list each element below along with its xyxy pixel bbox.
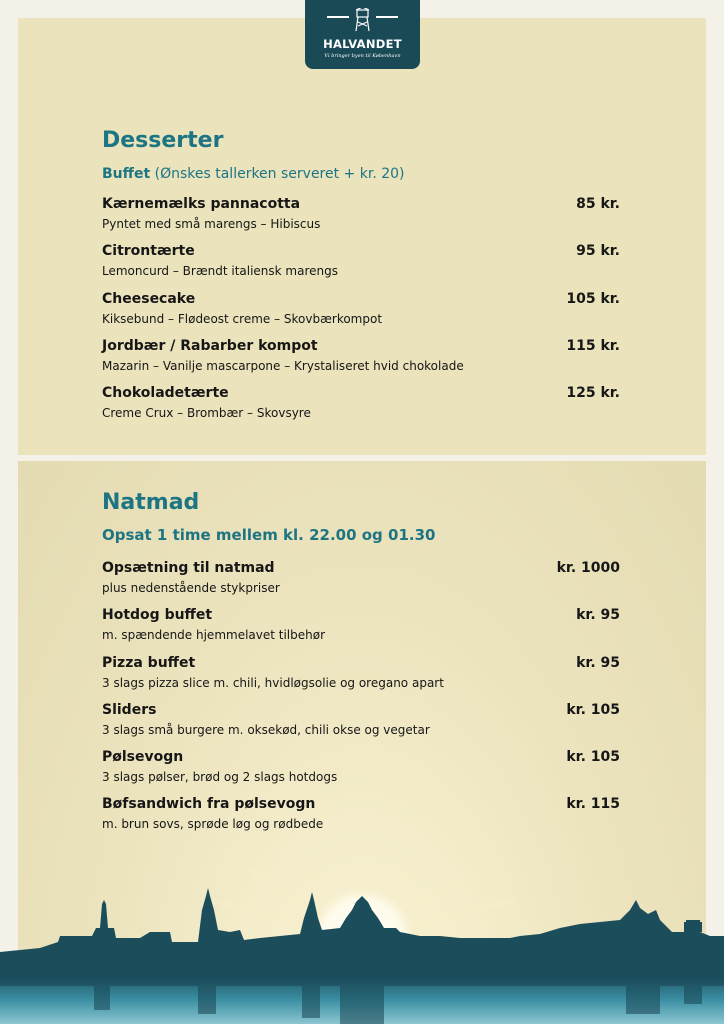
- logo-badge: [305, 0, 420, 69]
- desserter-list: [102, 195, 620, 431]
- water-tower-icon: [354, 8, 371, 32]
- item-price: kr. 115: [566, 796, 620, 813]
- item-description: m. spændende hjemmelavet tilbehør: [102, 628, 326, 643]
- wave-right-decoration: [376, 16, 398, 18]
- item-description: Creme Crux – Brombær – Skovsyre: [102, 406, 311, 421]
- desserter-subtitle-bold: Buffet: [102, 166, 151, 182]
- item-name: Opsætning til natmad: [102, 560, 275, 576]
- menu-item: [102, 384, 620, 431]
- brand-name: HALVANDET: [323, 37, 402, 51]
- item-description: Kiksebund – Flødeost creme – Skovbærkompot: [102, 311, 383, 326]
- desserter-subtitle-rest: (Ønskes tallerken serveret + kr. 20): [150, 166, 405, 182]
- item-price: kr. 95: [576, 607, 620, 624]
- item-description: plus nedenstående stykpriser: [102, 581, 280, 595]
- item-name: Cheesecake: [102, 290, 196, 307]
- menu-item: [102, 242, 620, 289]
- item-description: 3 slags pølser, brød og 2 slags hotdogs: [102, 770, 338, 785]
- item-price: 95 kr.: [576, 243, 620, 260]
- item-name: Kærnemælks pannacotta: [102, 196, 301, 212]
- item-price: kr. 105: [566, 749, 620, 766]
- item-price: kr. 1000: [556, 560, 620, 576]
- item-name: Pizza buffet: [102, 654, 196, 671]
- wave-left-decoration: [327, 16, 349, 18]
- item-description: Mazarin – Vanilje mascarpone – Krystaliseret hvid chokolade: [102, 358, 464, 373]
- menu-item: [102, 795, 620, 842]
- menu-item: [102, 195, 620, 242]
- item-description: m. brun sovs, sprøde løg og rødbede: [102, 817, 324, 832]
- desserter-section: [102, 128, 620, 431]
- item-price: kr. 95: [576, 654, 620, 671]
- menu-item: [102, 748, 620, 795]
- natmad-section: [102, 490, 620, 843]
- item-description: Lemoncurd – Brændt italiensk marengs: [102, 264, 338, 279]
- item-description: Pyntet med små marengs – Hibiscus: [102, 217, 321, 231]
- copenhagen-skyline-illustration: [0, 870, 724, 1024]
- menu-item: [102, 606, 620, 653]
- desserter-title: Desserter: [102, 128, 224, 153]
- menu-item: [102, 654, 620, 701]
- natmad-subtitle: Opsat 1 time mellem kl. 22.00 og 01.30: [102, 526, 436, 544]
- menu-item: [102, 290, 620, 337]
- natmad-title: Natmad: [102, 490, 200, 515]
- natmad-list: [102, 559, 620, 843]
- item-name: Chokoladetærte: [102, 385, 229, 402]
- item-name: Citrontærte: [102, 243, 195, 260]
- desserter-subtitle: [102, 165, 620, 183]
- skyline-silhouette: [0, 888, 724, 976]
- item-price: 105 kr.: [566, 290, 620, 307]
- item-price: 85 kr.: [576, 196, 620, 212]
- item-name: Jordbær / Rabarber kompot: [102, 337, 318, 354]
- item-price: 115 kr.: [566, 337, 620, 354]
- item-description: 3 slags pizza slice m. chili, hvidløgsolie og oregano apart: [102, 675, 444, 690]
- item-name: Pølsevogn: [102, 749, 184, 766]
- menu-item: [102, 559, 620, 606]
- item-name: Sliders: [102, 701, 157, 718]
- item-name: Hotdog buffet: [102, 607, 213, 624]
- item-name: Bøfsandwich fra pølsevogn: [102, 796, 316, 813]
- menu-item: [102, 701, 620, 748]
- brand-tagline: Vi bringer byen til København: [324, 53, 401, 59]
- item-price: kr. 105: [566, 701, 620, 718]
- item-price: 125 kr.: [566, 385, 620, 402]
- menu-item: [102, 337, 620, 384]
- item-description: 3 slags små burgere m. oksekød, chili okse og vegetar: [102, 722, 430, 737]
- water-tower-decoration: [684, 922, 702, 932]
